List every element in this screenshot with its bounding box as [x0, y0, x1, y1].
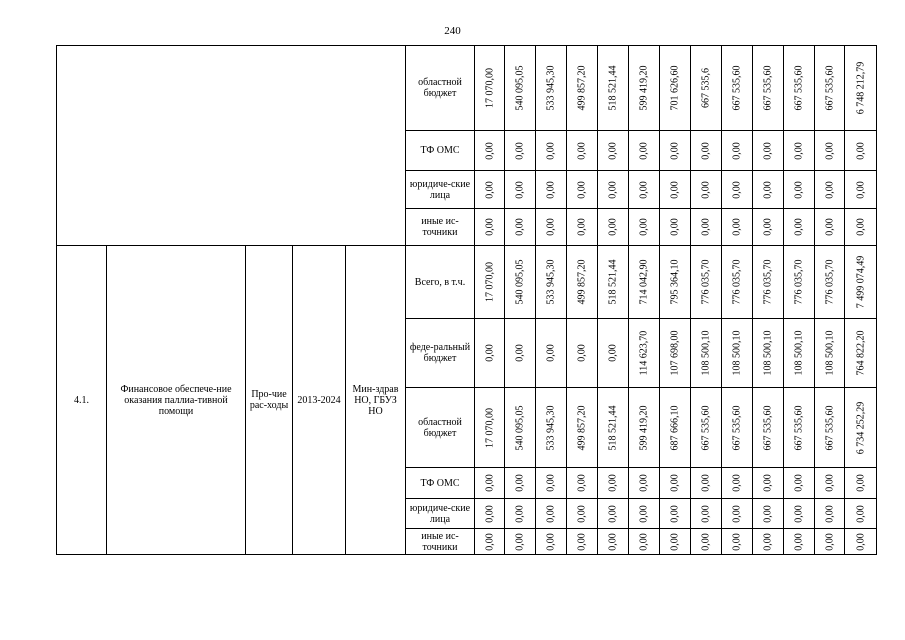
value-cell [567, 171, 598, 209]
value-cell [753, 319, 784, 388]
value-cell [784, 468, 815, 499]
value-cell [722, 529, 753, 555]
value-text: 114 623,70 [638, 330, 650, 376]
value-text: 0,00 [855, 218, 866, 236]
value-cell [475, 468, 505, 499]
value-text: 0,00 [762, 532, 774, 551]
value-cell [722, 246, 753, 319]
value-cell [815, 246, 845, 319]
value-cell [753, 499, 784, 529]
value-cell [567, 209, 598, 246]
value-text: 0,00 [484, 218, 495, 236]
value-cell [845, 171, 877, 209]
value-cell [629, 131, 660, 171]
item-number-cell: 4.1. [57, 246, 107, 555]
value-cell [753, 529, 784, 555]
value-text: 0,00 [545, 474, 557, 492]
value-text: 540 095,05 [514, 405, 526, 450]
value-cell [536, 171, 567, 209]
value-cell [598, 319, 629, 388]
value-cell [475, 388, 505, 468]
value-cell [598, 529, 629, 555]
value-cell [722, 46, 753, 131]
value-cell [629, 388, 660, 468]
value-cell [598, 171, 629, 209]
value-cell [815, 468, 845, 499]
value-cell [753, 171, 784, 209]
value-cell [505, 131, 536, 171]
value-text: 0,00 [824, 141, 835, 160]
page-number: 240 [444, 25, 461, 37]
value-text: 0,00 [762, 180, 774, 199]
value-cell [567, 468, 598, 499]
value-text: 0,00 [762, 474, 774, 492]
value-cell [475, 171, 505, 209]
value-cell [784, 131, 815, 171]
value-cell [722, 468, 753, 499]
value-cell [784, 171, 815, 209]
value-cell [784, 319, 815, 388]
value-cell [753, 468, 784, 499]
funding-source-cell: юридиче-ские лица [406, 499, 475, 529]
value-cell [629, 499, 660, 529]
value-text: 0,00 [793, 504, 805, 523]
value-cell [691, 131, 722, 171]
value-text: 0,00 [700, 218, 712, 236]
value-text: 795 364,10 [669, 259, 681, 305]
value-text: 0,00 [824, 180, 835, 199]
value-cell [475, 319, 505, 388]
value-text: 0,00 [514, 141, 526, 160]
value-text: 0,00 [731, 141, 743, 160]
value-text: 776 035,70 [824, 259, 835, 305]
value-text: 540 095,05 [514, 259, 526, 305]
value-cell [567, 388, 598, 468]
value-text: 667 535,6 [700, 68, 712, 108]
value-text: 0,00 [824, 474, 835, 492]
value-text: 6 734 252,29 [855, 401, 866, 454]
value-text: 0,00 [576, 532, 588, 551]
value-cell [567, 529, 598, 555]
value-text: 0,00 [607, 504, 619, 523]
value-cell [567, 46, 598, 131]
value-text: 0,00 [545, 180, 557, 199]
value-text: 0,00 [793, 532, 805, 551]
value-text: 0,00 [855, 504, 866, 523]
value-cell [629, 468, 660, 499]
value-cell [691, 388, 722, 468]
value-text: 17 070,00 [484, 262, 495, 302]
value-cell [660, 529, 691, 555]
value-text: 0,00 [484, 141, 495, 160]
value-cell [815, 388, 845, 468]
value-cell [722, 131, 753, 171]
value-text: 0,00 [484, 180, 495, 199]
value-cell [475, 46, 505, 131]
value-cell [845, 131, 877, 171]
value-text: 108 500,10 [824, 330, 835, 376]
funding-source-cell: ТФ ОМС [406, 131, 475, 171]
value-text: 0,00 [638, 474, 650, 492]
value-cell [598, 468, 629, 499]
value-text: 0,00 [669, 218, 681, 236]
table-row [57, 246, 877, 319]
value-text: 0,00 [669, 180, 681, 199]
value-text: 17 070,00 [484, 407, 495, 448]
value-text: 776 035,70 [793, 259, 805, 305]
value-cell [845, 499, 877, 529]
value-text: 0,00 [607, 474, 619, 492]
value-text: 533 945,30 [545, 65, 557, 111]
value-text: 0,00 [576, 218, 588, 236]
value-text: 0,00 [855, 180, 866, 199]
value-text: 0,00 [793, 474, 805, 492]
value-text: 499 857,20 [576, 259, 588, 305]
value-cell [660, 468, 691, 499]
value-cell [598, 499, 629, 529]
value-text: 0,00 [514, 218, 526, 236]
value-text: 0,00 [576, 180, 588, 199]
empty-merged-cell [57, 46, 406, 246]
value-text: 0,00 [669, 474, 681, 492]
value-cell [815, 131, 845, 171]
value-cell [629, 246, 660, 319]
value-cell [784, 46, 815, 131]
value-text: 108 500,10 [731, 330, 743, 376]
value-text: 0,00 [824, 532, 835, 551]
value-cell [598, 209, 629, 246]
value-cell [784, 499, 815, 529]
value-cell [629, 171, 660, 209]
value-text: 108 500,10 [793, 330, 805, 376]
value-cell [753, 388, 784, 468]
value-text: 0,00 [793, 141, 805, 160]
value-text: 0,00 [700, 180, 712, 199]
table-row [57, 46, 877, 131]
value-text: 0,00 [762, 504, 774, 523]
value-cell [567, 499, 598, 529]
value-cell [475, 131, 505, 171]
value-cell [845, 529, 877, 555]
value-cell [691, 529, 722, 555]
funding-source-cell: иные ис-точники [406, 529, 475, 555]
value-text: 0,00 [855, 532, 866, 551]
value-cell [753, 131, 784, 171]
value-text: 518 521,44 [607, 259, 619, 305]
value-cell [722, 319, 753, 388]
value-cell [845, 468, 877, 499]
value-text: 0,00 [607, 344, 619, 362]
value-text: 0,00 [576, 474, 588, 492]
value-cell [845, 319, 877, 388]
value-text: 0,00 [638, 218, 650, 236]
value-cell [815, 499, 845, 529]
value-text: 0,00 [700, 532, 712, 551]
value-text: 776 035,70 [762, 259, 774, 305]
value-text: 0,00 [514, 180, 526, 199]
value-text: 599 419,20 [638, 405, 650, 450]
value-text: 0,00 [855, 141, 866, 160]
value-text: 499 857,20 [576, 405, 588, 450]
value-text: 0,00 [669, 141, 681, 160]
value-text: 0,00 [576, 504, 588, 523]
value-cell [475, 529, 505, 555]
value-text: 533 945,30 [545, 405, 557, 450]
value-cell [815, 319, 845, 388]
value-text: 776 035,70 [700, 259, 712, 305]
value-cell [567, 131, 598, 171]
value-cell [845, 388, 877, 468]
value-text: 0,00 [607, 532, 619, 551]
value-cell [536, 46, 567, 131]
value-text: 599 419,20 [638, 65, 650, 111]
value-text: 0,00 [731, 504, 743, 523]
value-text: 0,00 [545, 344, 557, 362]
value-cell [536, 131, 567, 171]
period-cell: 2013-2024 [293, 246, 346, 555]
value-cell [845, 209, 877, 246]
value-cell [505, 209, 536, 246]
value-cell [845, 46, 877, 131]
value-text: 0,00 [514, 344, 526, 362]
value-text: 0,00 [700, 141, 712, 160]
value-text: 0,00 [484, 344, 495, 362]
value-text: 0,00 [793, 180, 805, 199]
value-text: 540 095,05 [514, 65, 526, 111]
value-cell [629, 529, 660, 555]
funding-source-cell: Всего, в т.ч. [406, 246, 475, 319]
value-text: 0,00 [484, 504, 495, 523]
value-cell [536, 246, 567, 319]
value-text: 0,00 [855, 474, 866, 492]
value-cell [475, 209, 505, 246]
value-text: 0,00 [484, 474, 495, 492]
value-text: 0,00 [638, 532, 650, 551]
value-text: 0,00 [514, 532, 526, 551]
value-text: 667 535,60 [762, 405, 774, 450]
value-text: 0,00 [545, 504, 557, 523]
value-cell [691, 246, 722, 319]
value-text: 518 521,44 [607, 65, 619, 111]
value-text: 6 748 212,79 [855, 61, 866, 115]
value-cell [660, 131, 691, 171]
funding-source-cell: иные ис-точники [406, 209, 475, 246]
value-cell [567, 319, 598, 388]
value-text: 0,00 [607, 180, 619, 199]
value-cell [845, 246, 877, 319]
value-cell [536, 468, 567, 499]
funding-source-cell: ТФ ОМС [406, 468, 475, 499]
value-text: 667 535,60 [793, 405, 805, 450]
value-cell [629, 209, 660, 246]
item-name-cell: Финансовое обеспече-ние оказания паллиа-тивной помощи [107, 246, 246, 555]
value-cell [598, 388, 629, 468]
value-text: 687 666,10 [669, 405, 681, 450]
value-cell [660, 171, 691, 209]
value-cell [505, 171, 536, 209]
value-text: 0,00 [576, 344, 588, 362]
value-text: 0,00 [638, 141, 650, 160]
value-text: 533 945,30 [545, 259, 557, 305]
value-text: 776 035,70 [731, 259, 743, 305]
funding-source-cell: областной бюджет [406, 388, 475, 468]
value-cell [660, 246, 691, 319]
value-cell [536, 499, 567, 529]
value-cell [722, 209, 753, 246]
value-text: 108 500,10 [762, 330, 774, 376]
executor-cell: Мин-здрав НО, ГБУЗ НО [346, 246, 406, 555]
value-cell [691, 499, 722, 529]
value-text: 667 535,60 [762, 65, 774, 111]
value-text: 0,00 [731, 532, 743, 551]
value-cell [505, 246, 536, 319]
value-cell [691, 209, 722, 246]
value-text: 7 499 074,49 [855, 255, 866, 309]
value-text: 701 626,60 [669, 65, 681, 111]
value-text: 0,00 [669, 504, 681, 523]
value-cell [784, 246, 815, 319]
value-cell [722, 388, 753, 468]
value-cell [660, 209, 691, 246]
value-cell [475, 499, 505, 529]
value-cell [660, 46, 691, 131]
value-text: 17 070,00 [484, 68, 495, 108]
value-text: 667 535,60 [731, 65, 743, 111]
value-text: 0,00 [545, 532, 557, 551]
value-cell [660, 499, 691, 529]
value-text: 0,00 [576, 141, 588, 160]
value-cell [691, 46, 722, 131]
value-cell [598, 131, 629, 171]
value-cell [505, 319, 536, 388]
value-cell [722, 499, 753, 529]
value-cell [505, 468, 536, 499]
value-text: 0,00 [607, 218, 619, 236]
value-cell [505, 46, 536, 131]
value-cell [815, 209, 845, 246]
value-cell [691, 319, 722, 388]
value-text: 0,00 [824, 218, 835, 236]
value-text: 667 535,60 [824, 65, 835, 111]
value-text: 0,00 [793, 218, 805, 236]
value-text: 107 698,00 [669, 330, 681, 376]
value-text: 667 535,60 [824, 405, 835, 450]
value-text: 0,00 [545, 218, 557, 236]
funding-source-cell: юридиче-ские лица [406, 171, 475, 209]
value-text: 0,00 [700, 474, 712, 492]
value-cell [505, 529, 536, 555]
value-cell [536, 529, 567, 555]
funding-source-cell: областной бюджет [406, 46, 475, 131]
value-text: 108 500,10 [700, 330, 712, 376]
value-text: 518 521,44 [607, 405, 619, 450]
value-cell [629, 46, 660, 131]
value-cell [722, 171, 753, 209]
value-cell [536, 319, 567, 388]
value-cell [536, 388, 567, 468]
value-cell [691, 171, 722, 209]
value-cell [784, 388, 815, 468]
value-cell [691, 468, 722, 499]
value-cell [815, 529, 845, 555]
funding-source-cell: феде-ральный бюджет [406, 319, 475, 388]
value-cell [536, 209, 567, 246]
value-cell [629, 319, 660, 388]
value-text: 0,00 [700, 504, 712, 523]
value-cell [598, 46, 629, 131]
value-cell [660, 319, 691, 388]
value-text: 0,00 [731, 180, 743, 199]
value-cell [660, 388, 691, 468]
value-text: 714 042,90 [638, 259, 650, 305]
value-text: 764 822,20 [855, 330, 866, 376]
value-text: 667 535,60 [700, 405, 712, 450]
value-text: 0,00 [514, 504, 526, 523]
value-text: 0,00 [638, 504, 650, 523]
value-text: 0,00 [669, 532, 681, 551]
expense-type-cell: Про-чие рас-ходы [246, 246, 293, 555]
value-text: 0,00 [484, 532, 495, 551]
value-cell [753, 246, 784, 319]
value-cell [475, 246, 505, 319]
value-cell [784, 209, 815, 246]
value-text: 499 857,20 [576, 65, 588, 111]
value-cell [815, 46, 845, 131]
value-cell [505, 388, 536, 468]
value-text: 0,00 [762, 218, 774, 236]
value-text: 0,00 [731, 474, 743, 492]
value-text: 0,00 [762, 141, 774, 160]
value-text: 0,00 [824, 504, 835, 523]
value-text: 0,00 [514, 474, 526, 492]
value-text: 667 535,60 [731, 405, 743, 450]
value-text: 0,00 [638, 180, 650, 199]
value-text: 0,00 [545, 141, 557, 160]
value-text: 667 535,60 [793, 65, 805, 111]
value-cell [753, 209, 784, 246]
value-cell [753, 46, 784, 131]
value-cell [784, 529, 815, 555]
value-text: 0,00 [607, 141, 619, 160]
value-cell [505, 499, 536, 529]
value-cell [598, 246, 629, 319]
value-text: 0,00 [731, 218, 743, 236]
value-cell [815, 171, 845, 209]
budget-table [56, 45, 877, 555]
value-cell [567, 246, 598, 319]
